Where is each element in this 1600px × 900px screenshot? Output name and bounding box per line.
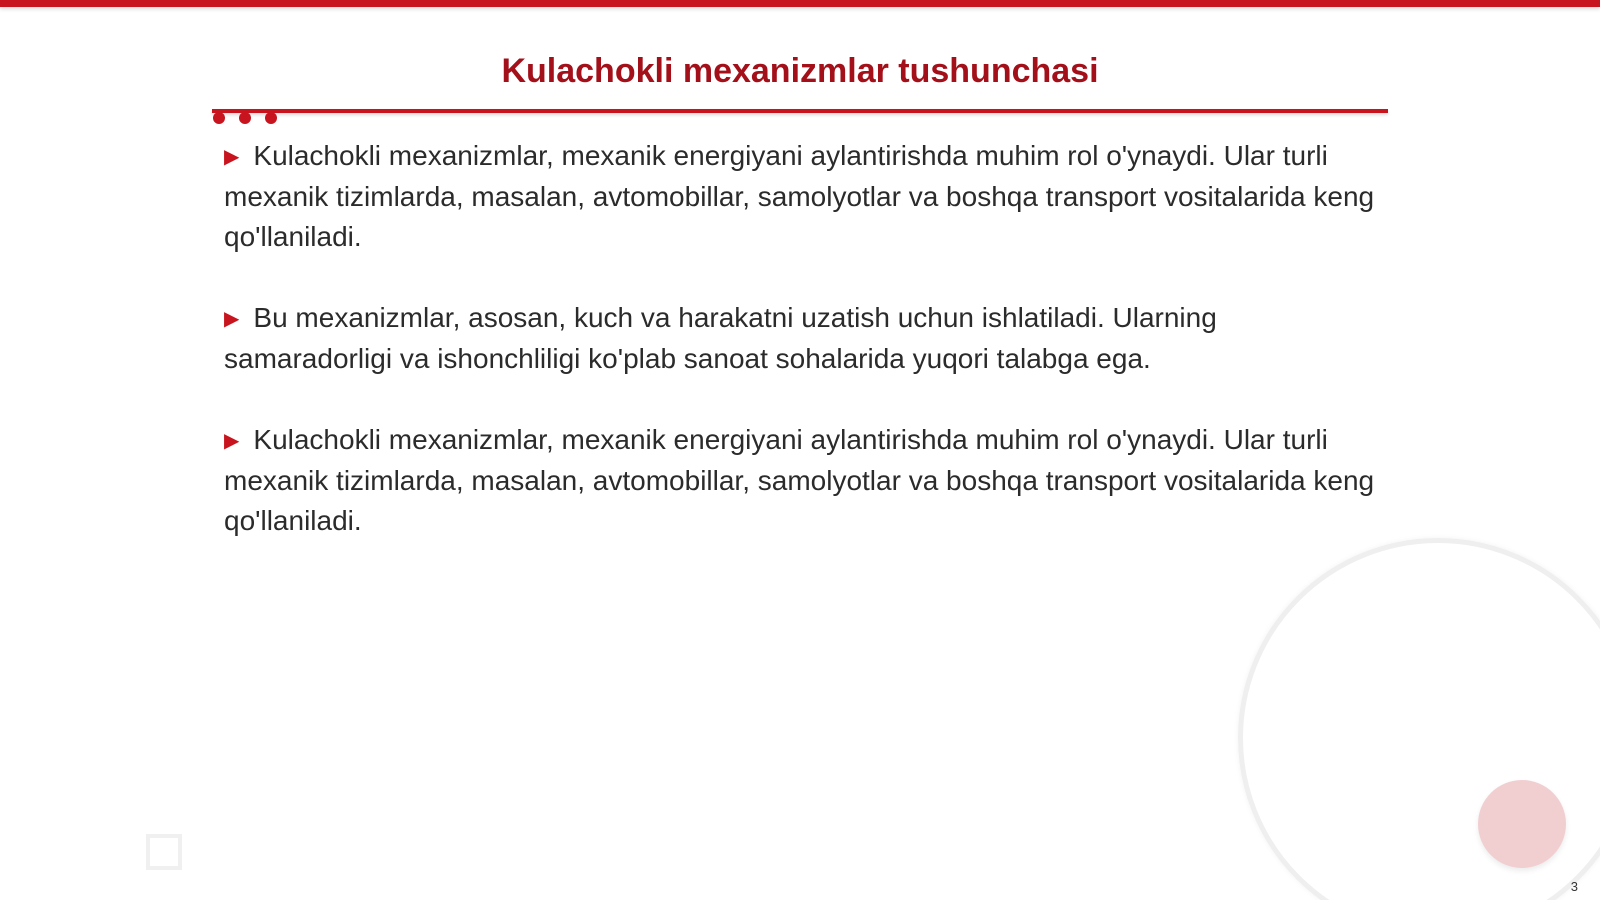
bullet-item (224, 298, 1384, 379)
bullet-text: Kulachokli mexanizmlar, mexanik energiyani aylantirishda muhim rol o'ynaydi. Ular turli mexanik tizimlarda, masalan, avtomobillar, samolyotlar va boshqa transport vositalarida keng qo'llaniladi. (224, 140, 1375, 252)
bullet-item (224, 136, 1384, 257)
slide-title: Kulachokli mexanizmlar tushunchasi (501, 52, 1099, 90)
bullet-list (224, 136, 1384, 582)
decor-dot (213, 112, 225, 124)
top-accent-bar (0, 0, 1600, 7)
bullet-text: Bu mexanizmlar, asosan, kuch va harakatni uzatish uchun ishlatiladi. Ularning samaradorligi va ishonchliligi ko'plab sanoat sohalarida yuqori talabga ega. (224, 302, 1217, 374)
page-number: 3 (1570, 879, 1578, 894)
triangle-right-icon: ▶ (224, 430, 240, 452)
decor-dot (239, 112, 251, 124)
bullet-item (224, 420, 1384, 541)
decor-dot (265, 112, 277, 124)
bullet-text: Kulachokli mexanizmlar, mexanik energiyani aylantirishda muhim rol o'ynaydi. Ular turli mexanik tizimlarda, masalan, avtomobillar, samolyotlar va boshqa transport vositalarida keng qo'llaniladi. (224, 424, 1375, 536)
decor-circle-pink (1478, 780, 1566, 868)
decor-square-outline (146, 834, 182, 870)
triangle-right-icon: ▶ (224, 308, 240, 330)
triangle-right-icon: ▶ (224, 146, 240, 168)
title-underline (212, 109, 1388, 113)
